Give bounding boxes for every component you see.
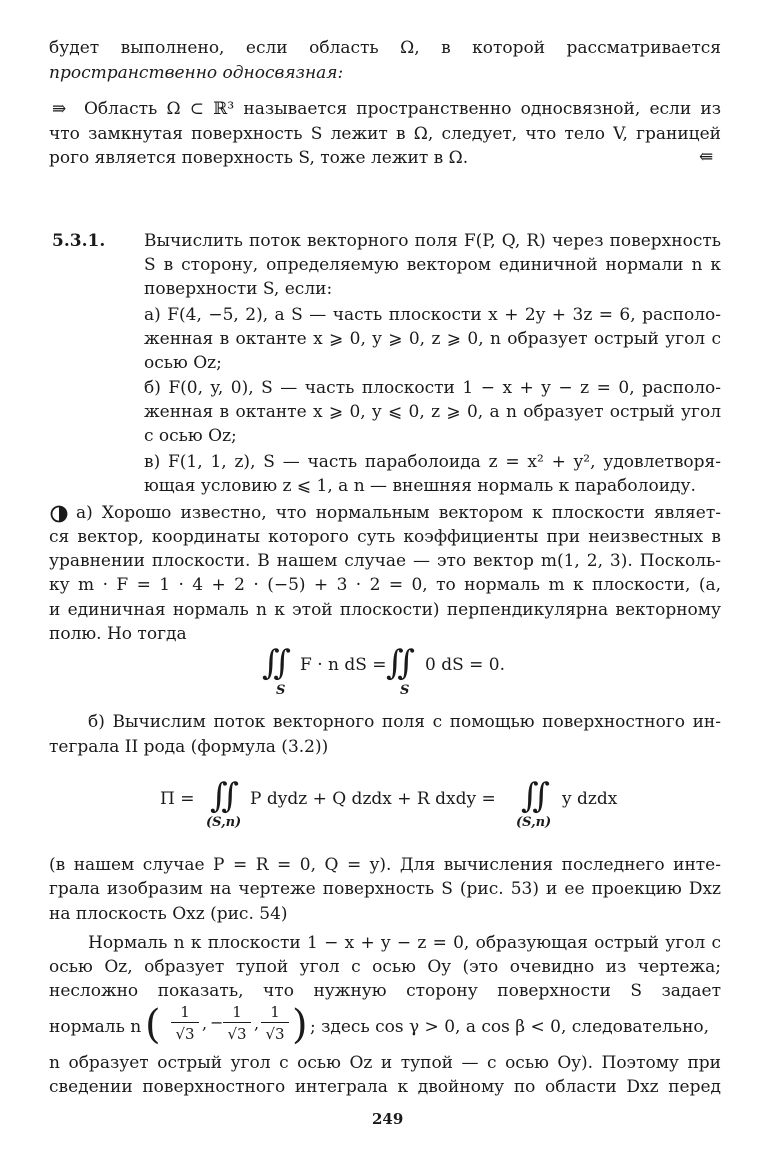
problem-line: женная в октанте x ⩾ 0, y ⩾ 0, z ⩾ 0, n образует острый угол с (144, 329, 721, 349)
problem-line: с осью Oz; (144, 426, 237, 446)
normal-vector-suffix: ; здесь cos γ > 0, а cos β < 0, следовательно, (310, 1017, 710, 1037)
comma: , (202, 1014, 208, 1033)
problem-part-b: б) F(0, y, 0), S — часть плоскости 1 − x + y − z = 0, располо- (144, 378, 721, 398)
problem-part-c: в) F(1, 1, z), S — часть параболоида z = x² + y², удовлетворя- (144, 452, 721, 472)
formula-b-subscript: (S,n) (206, 815, 242, 830)
double-integral-symbol: ∬ (210, 776, 239, 816)
formula-a-subscript: S (276, 683, 286, 698)
normal-line: осью Oz, образует тупой угол с осью Oy (это очевидно из чертежа; (49, 957, 721, 977)
solution-a-line: а) Хорошо известно, что нормальным вектором к плоскости являет- (76, 503, 721, 523)
problem-line: женная в октанте x ⩾ 0, y ⩽ 0, z ⩾ 0, а n образует острый угол (144, 402, 721, 422)
problem-number: 5.3.1. (52, 231, 106, 251)
minus-sign: − (210, 1013, 224, 1032)
problem-line: S в сторону, определяемую вектором единичной нормали n к (144, 255, 721, 275)
problem-line: ющая условию z ⩽ 1, а n — внешняя нормаль к параболоиду. (144, 476, 696, 496)
solution-a-line: полю. Но тогда (49, 624, 187, 644)
normal-tail-line: n образует острый угол с осью Oz и тупой — с осью Oy). Поэтому при (49, 1053, 721, 1073)
double-integral-symbol: ∬ (262, 643, 291, 683)
problem-line: осью Oz; (144, 353, 222, 373)
formula-b-subscript: (S,n) (516, 815, 552, 830)
normal-line: Нормаль n к плоскости 1 − x + y − z = 0, образующая острый угол с (88, 933, 721, 953)
comma: , (254, 1014, 260, 1033)
definition-end-arrow-icon: ⇚ (699, 147, 714, 167)
fraction-numerator: 1 (180, 1003, 190, 1021)
problem-line: Вычислить поток векторного поля F(P, Q, R) через поверхность (144, 231, 721, 251)
problem-line: поверхности S, если: (144, 279, 333, 299)
solution-start-circle-icon (50, 505, 68, 523)
solution-b-after-line: на плоскость Oxz (рис. 54) (49, 904, 288, 924)
solution-b-line: теграла II рода (формула (3.2)) (49, 737, 329, 757)
normal-tail-line: сведении поверхностного интеграла к двойному по области Dxz перед (49, 1077, 721, 1097)
solution-a-line: уравнении плоскости. В нашем случае — это вектор m(1, 2, 3). Посколь- (49, 551, 721, 571)
problem-part-a: а) F(4, −5, 2), а S — часть плоскости x + 2y + 3z = 6, располо- (144, 305, 721, 325)
fraction-bar (223, 1022, 251, 1023)
solution-a-line: ся вектор, координаты которого суть коэффициенты при неизвестных в (49, 527, 721, 547)
fraction-numerator: 1 (270, 1003, 280, 1021)
normal-vector-prefix: нормаль n (49, 1017, 142, 1037)
formula-b-mid: P dydz + Q dzdx + R dxdy = (250, 789, 496, 809)
definition-line-2: что замкнутая поверхность S лежит в Ω, следует, что тело V, границей (49, 124, 721, 144)
fraction-denominator: √3 (227, 1025, 247, 1043)
solution-b-after-line: (в нашем случае P = R = 0, Q = y). Для вычисления последнего инте- (49, 855, 721, 875)
formula-b-lhs: Π = (160, 789, 195, 809)
left-paren: ( (145, 1002, 161, 1048)
normal-line: несложно показать, что нужную сторону поверхности S задает (49, 981, 721, 1001)
right-paren: ) (292, 1002, 308, 1048)
definition-line-3: рого является поверхность S, тоже лежит в Ω. (49, 148, 469, 168)
fraction-denominator: √3 (175, 1025, 195, 1043)
double-integral-symbol: ∬ (521, 776, 550, 816)
formula-a-right: 0 dS = 0. (425, 655, 506, 675)
fraction-bar (261, 1022, 289, 1023)
solution-b-line: б) Вычислим поток векторного поля с помощью поверхностного ин- (88, 712, 721, 732)
formula-a-left: F · n dS = (300, 655, 387, 675)
intro-line-1: будет выполнено, если область Ω, в которой рассматривается (49, 38, 721, 58)
page-number: 249 (372, 1110, 404, 1128)
definition-start-arrow-icon: ⇛ (52, 99, 67, 119)
fraction-numerator: 1 (232, 1003, 242, 1021)
solution-b-after-line: грала изобразим на чертеже поверхность S (рис. 53) и ее проекцию Dxz (49, 879, 721, 899)
fraction-denominator: √3 (265, 1025, 285, 1043)
formula-a-subscript: S (400, 683, 410, 698)
solution-a-line: ку m · F = 1 · 4 + 2 · (−5) + 3 · 2 = 0, то нормаль m к плоскости, (а, (49, 575, 721, 595)
formula-b-rhs: y dzdx (562, 789, 618, 809)
double-integral-symbol: ∬ (386, 643, 415, 683)
fraction-bar (171, 1022, 199, 1023)
definition-line-1: Область Ω ⊂ ℝ³ называется пространственно односвязной, если из (84, 99, 721, 119)
intro-line-2: пространственно односвязная: (49, 63, 344, 83)
solution-a-line: и единичная нормаль n к этой плоскости) перпендикулярна векторному (49, 600, 721, 620)
